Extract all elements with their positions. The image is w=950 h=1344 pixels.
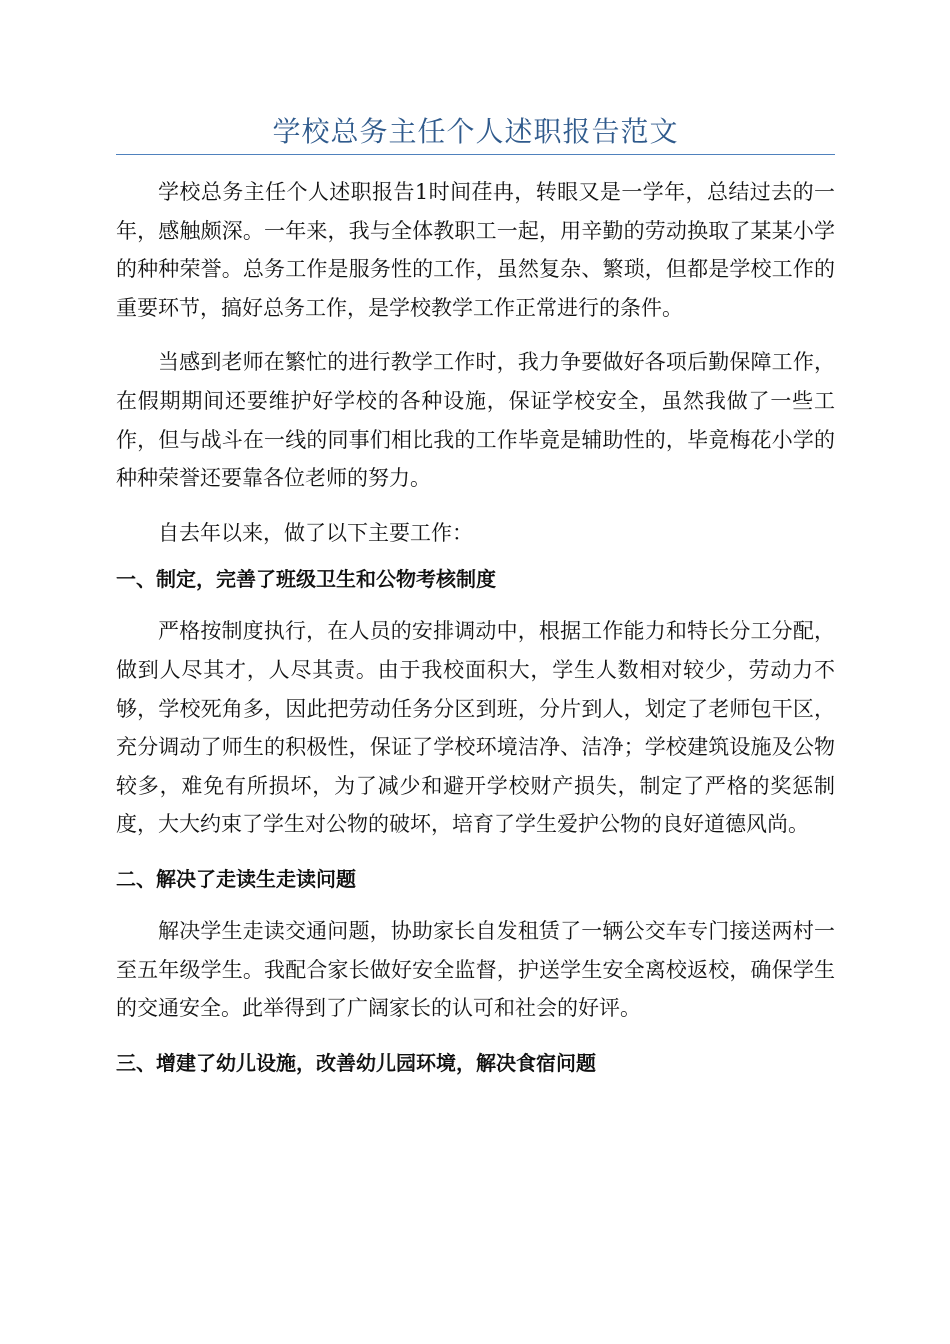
document-title: 学校总务主任个人述职报告范文: [272, 115, 679, 148]
paragraph-section-2: 解决学生走读交通问题，协助家长自发租赁了一辆公交车专门接送两村一至五年级学生。我配合家长做好安全监督，护送学生安全离校返校，确保学生的交通安全。此举得到了广阔家长的认可和社会的好评。: [116, 918, 835, 1021]
section-heading-1: 一、制定，完善了班级卫生和公物考核制度: [116, 567, 496, 592]
paragraph-intro: 学校总务主任个人述职报告1时间荏冉，转眼又是一学年，总结过去的一年，感触颇深。一年来，我与全体教职工一起，用辛勤的劳动换取了某某小学的种种荣誉。总务工作是服务性的工作，虽然复杂、繁琐，但都是学校工作的重要环节，搞好总务工作，是学校教学工作正常进行的条件。: [116, 180, 835, 320]
document-body: [116, 173, 835, 1096]
section-heading-2: 二、解决了走读生走读问题: [116, 866, 356, 891]
paragraph-support-work: 当感到老师在繁忙的进行教学工作时，我力争要做好各项后勤保障工作，在假期期间还要维护好学校的各种设施，保证学校安全，虽然我做了一些工作，但与战斗在一线的同事们相比我的工作毕竟是辅助性的，毕竟梅花小学的种种荣誉还要靠各位老师的努力。: [116, 350, 835, 491]
section-heading-3: 三、增建了幼儿设施，改善幼儿园环境，解决食宿问题: [116, 1050, 596, 1075]
paragraph-section-1: 严格按制度执行，在人员的安排调动中，根据工作能力和特长分工分配，做到人尽其才，人尽其责。由于我校面积大，学生人数相对较少，劳动力不够，学校死角多，因此把劳动任务分区到班，分片到人，划定了老师包干区，充分调动了师生的积极性，保证了学校环境洁净、洁净；学校建筑设施及公物较多，难免有所损坏，为了减少和避开学校财产损失，制定了严格的奖惩制度，大大约束了学生对公物的破坏，培育了学生爱护公物的良好道德风尚。: [116, 619, 835, 837]
paragraph-main-work-lead: 自去年以来，做了以下主要工作：: [158, 520, 473, 545]
title-underline: [116, 154, 835, 155]
